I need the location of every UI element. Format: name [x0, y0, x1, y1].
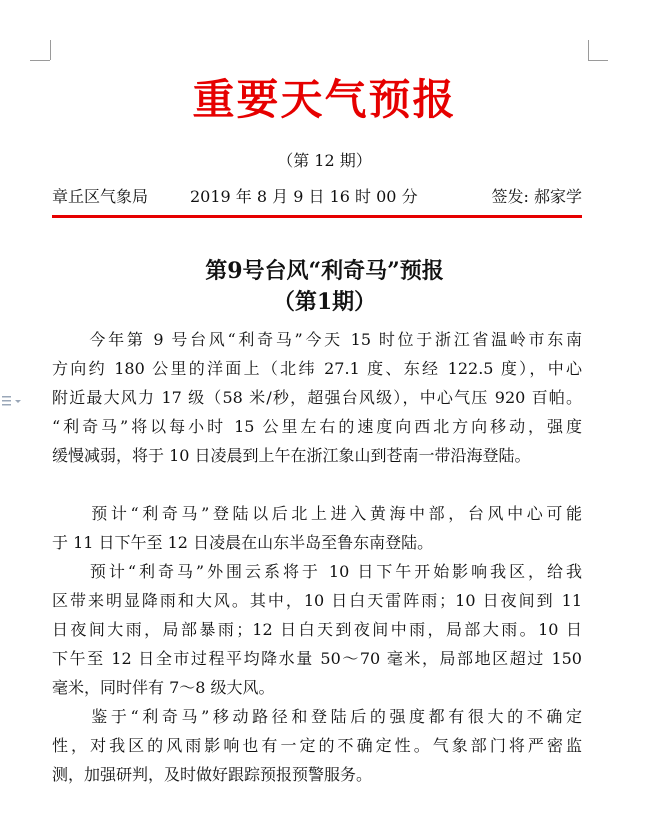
issuer-signature: 签发: 郝家学 [491, 187, 582, 206]
paragraph-line: 今年第 9 号台风“利奇马”今天 15 时位于浙江省温岭市东南 [52, 330, 582, 349]
paragraph-line: 区带来明显降雨和大风。其中，10 日白天雷阵雨；10 日夜间到 11 [52, 591, 582, 610]
paragraph-line: 测，加强研判，及时做好跟踪预报预警服务。 [52, 765, 373, 784]
header-divider [52, 215, 582, 218]
section-heading: 第9号台风“利奇马”预报 [205, 258, 444, 284]
paragraph-line: 于 11 日下午至 12 日凌晨在山东半岛至鲁东南登陆。 [52, 533, 434, 552]
paragraph-1 [52, 325, 582, 470]
paragraph-line: 毫米，同时伴有 7～8 级大风。 [52, 678, 275, 697]
paragraph-line: 鉴于“利奇马”移动路径和登陆后的强度都有很大的不确定 [52, 707, 582, 726]
paragraph-line: “利奇马”将以每小时 15 公里左右的速度向西北方向移动，强度 [52, 417, 582, 436]
paragraph-line: 方向约 180 公里的洋面上（北纬 27.1 度、东经 122.5 度），中心 [52, 359, 582, 378]
issuing-bureau: 章丘区气象局 [52, 187, 149, 206]
paragraph-4 [52, 702, 582, 789]
paragraph-line: 预计“利奇马”登陆以后北上进入黄海中部，台风中心可能 [52, 504, 582, 523]
paragraph-line: 性，对我区的风雨影响也有一定的不确定性。气象部门将严密监 [52, 736, 582, 755]
paragraph-3 [52, 557, 582, 702]
paragraph-2 [52, 499, 582, 557]
paragraph-line: 日夜间大雨，局部暴雨；12 日白天到夜间中雨，局部大雨。10 日 [52, 620, 582, 639]
section-subheading: （第1期） [272, 289, 377, 315]
issue-datetime: 2019 年 8 月 9 日 16 时 00 分 [190, 187, 418, 206]
paragraph-line: 缓慢减弱，将于 10 日凌晨到上午在浙江象山到苍南一带沿海登陆。 [52, 446, 531, 465]
paragraph-line: 预计“利奇马”外围云系将于 10 日下午开始影响我区，给我 [52, 562, 582, 581]
document-meta-row [52, 186, 582, 208]
document-title: 重要天气预报 [192, 75, 457, 124]
paragraph-layout-icon[interactable] [0, 393, 24, 409]
paragraph-line: 下午至 12 日全市过程平均降水量 50～70 毫米，局部地区超过 150 [52, 649, 582, 668]
issue-number: （第 12 期） [277, 151, 372, 170]
paragraph-line: 附近最大风力 17 级（58 米/秒，超强台风级），中心气压 920 百帕。 [52, 388, 582, 407]
